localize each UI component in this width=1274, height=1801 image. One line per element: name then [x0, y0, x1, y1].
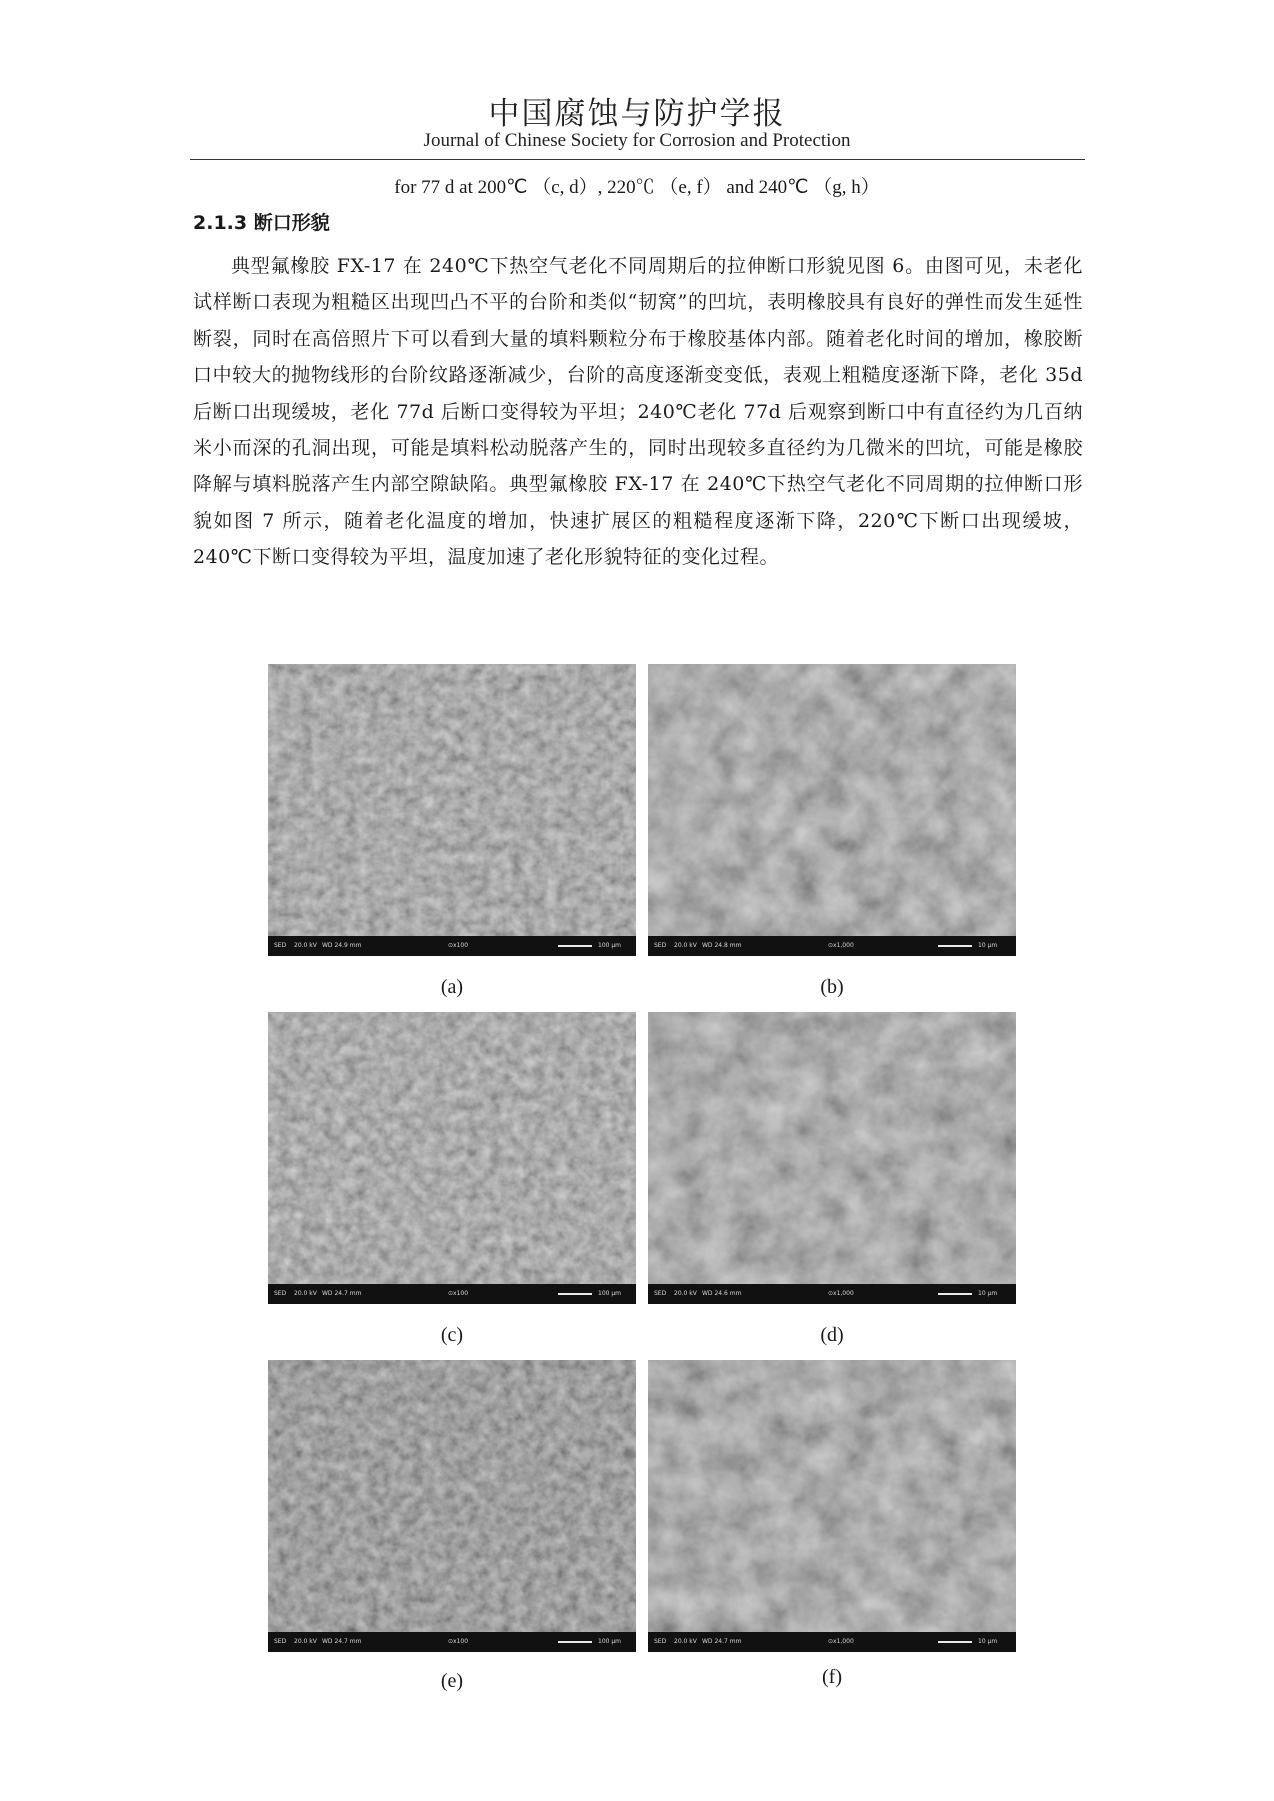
scale-bar	[938, 1293, 972, 1295]
sem-image-a	[268, 664, 636, 956]
sem-wd: WD 24.7 mm	[322, 1638, 362, 1645]
sem-info-bar	[268, 1632, 636, 1652]
sem-voltage: 20.0 kV	[674, 1638, 697, 1645]
scale-bar	[558, 1641, 592, 1643]
sem-detector: SED	[654, 1638, 667, 1645]
figure-label-e: (e)	[440, 1670, 464, 1692]
sem-scale: 100 μm	[598, 942, 622, 949]
sem-detector: SED	[654, 942, 667, 949]
sem-wd: WD 24.7 mm	[322, 1290, 362, 1297]
sem-wd: WD 24.7 mm	[702, 1638, 742, 1645]
sem-info-bar	[648, 1284, 1016, 1304]
journal-title-en: Journal of Chinese Society for Corrosion and Protection	[423, 130, 851, 151]
figure-label-b: (b)	[820, 976, 844, 998]
body-paragraph: 典型氟橡胶 FX-17 在 240℃下热空气老化不同周期后的拉伸断口形貌见图 6。由图可见，未老化试样断口表现为粗糙区出现凹凸不平的台阶和类似“韧窝”的凹坑，表明橡胶具有良好的弹性而发生延性断裂，同时在高倍照片下可以看到大量的填料颗粒分布于橡胶基体内部。随着老化时间的增加，橡胶断口中较大的抛物线形的台阶纹路逐渐减少，台阶的高度逐渐变变低，表观上粗糙度逐渐下降，老化 35d 后断口出现缓坡，老化 77d 后断口变得较为平坦；240℃老化 77d 后观察到断口中有直径约为几百纳米小而深的孔洞出现，可能是填料松动脱落产生的，同时出现较多直径约为几微米的凹坑，可能是橡胶降解与填料脱落产生内部空隙缺陷。典型氟橡胶 FX-17 在 240℃下热空气老化不同周期的拉伸断口形貌如图 7 所示，随着老化温度的增加，快速扩展区的粗糙程度逐渐下降，220℃下断口出现缓坡，240℃下断口变得较为平坦，温度加速了老化形貌特征的变化过程。	[193, 255, 1083, 569]
sem-scale: 10 μm	[978, 1290, 998, 1297]
sem-voltage: 20.0 kV	[294, 1638, 317, 1645]
sem-texture	[268, 664, 636, 936]
sem-wd: WD 24.8 mm	[702, 942, 742, 949]
sem-mag: ⊙x100	[448, 1638, 469, 1645]
sem-info-bar	[648, 936, 1016, 956]
sem-texture	[648, 1360, 1016, 1632]
sem-texture	[648, 664, 1016, 936]
sem-mag: ⊙x100	[448, 1290, 469, 1297]
header-rule	[190, 159, 1085, 160]
scale-bar	[558, 945, 592, 947]
sem-mag: ⊙x100	[448, 942, 469, 949]
sem-texture	[268, 1012, 636, 1284]
sem-texture	[268, 1360, 636, 1632]
scale-bar	[938, 945, 972, 947]
sem-info-bar	[648, 1632, 1016, 1652]
sem-wd: WD 24.6 mm	[702, 1290, 742, 1297]
figure-label-c: (c)	[440, 1324, 464, 1346]
scale-bar	[938, 1641, 972, 1643]
journal-title-cn: 中国腐蚀与防护学报	[488, 96, 786, 132]
sem-scale: 10 μm	[978, 1638, 998, 1645]
sem-image-d	[648, 1012, 1016, 1304]
sem-scale: 10 μm	[978, 942, 998, 949]
previous-figure-caption-tail: for 77 d at 200℃ （c, d）, 220℃ （e, f） and 240℃ （g, h）	[394, 177, 880, 198]
sem-image-f	[648, 1360, 1016, 1652]
scale-bar	[558, 1293, 592, 1295]
sem-mag: ⊙x1,000	[828, 1638, 854, 1645]
sem-detector: SED	[654, 1290, 667, 1297]
sem-voltage: 20.0 kV	[294, 942, 317, 949]
sem-voltage: 20.0 kV	[294, 1290, 317, 1297]
figure-label-f: (f)	[822, 1666, 842, 1688]
sem-detector: SED	[274, 1638, 287, 1645]
sem-mag: ⊙x1,000	[828, 1290, 854, 1297]
sem-detector: SED	[274, 942, 287, 949]
sem-info-bar	[268, 936, 636, 956]
sem-image-c	[268, 1012, 636, 1304]
sem-scale: 100 μm	[598, 1290, 622, 1297]
sem-texture	[648, 1012, 1016, 1284]
section-heading: 2.1.3 断口形貌	[193, 212, 330, 234]
figure-label-a: (a)	[440, 976, 464, 998]
sem-voltage: 20.0 kV	[674, 942, 697, 949]
sem-voltage: 20.0 kV	[674, 1290, 697, 1297]
sem-detector: SED	[274, 1290, 287, 1297]
sem-scale: 100 μm	[598, 1638, 622, 1645]
sem-image-b	[648, 664, 1016, 956]
sem-info-bar	[268, 1284, 636, 1304]
sem-mag: ⊙x1,000	[828, 942, 854, 949]
sem-wd: WD 24.9 mm	[322, 942, 362, 949]
sem-image-e	[268, 1360, 636, 1652]
figure-label-d: (d)	[820, 1324, 844, 1346]
